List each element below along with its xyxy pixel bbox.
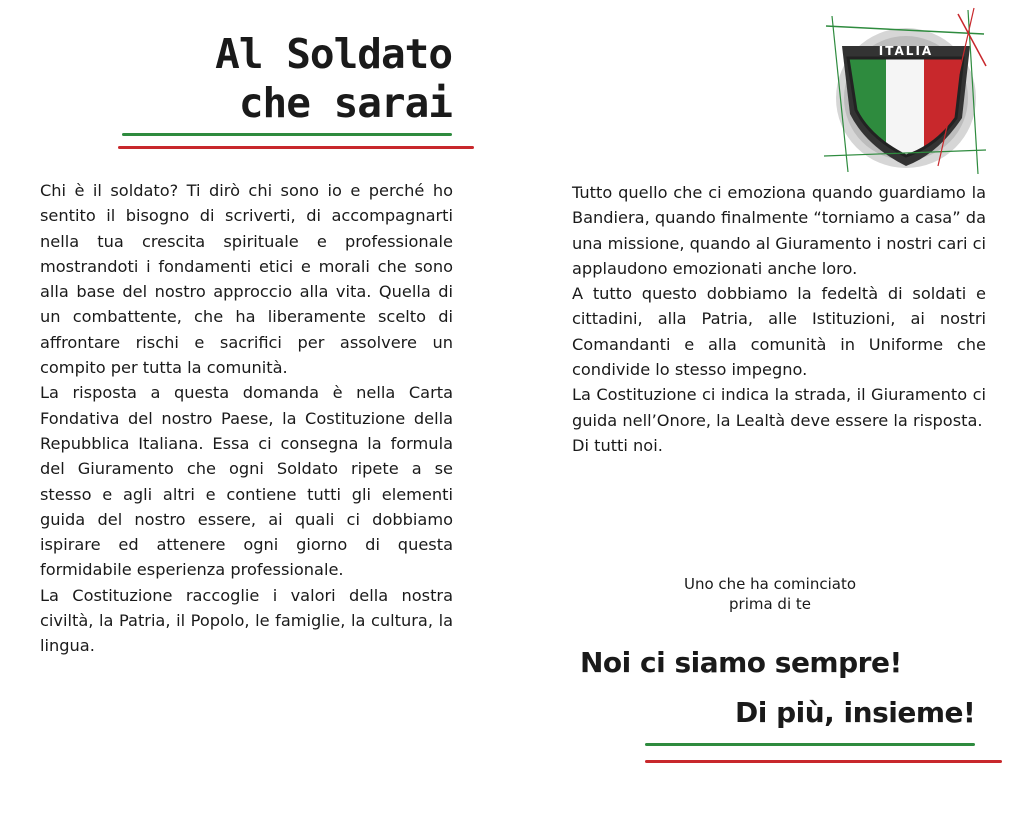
right-column: [572, 180, 986, 458]
motto-underline-red: [645, 760, 1002, 763]
title-underline-green: [122, 133, 452, 136]
title-line-2: che sarai: [238, 79, 452, 127]
italia-shield-icon: [818, 6, 990, 178]
signature-line-2: prima di te: [729, 595, 811, 613]
title-line-1: Al Soldato: [215, 30, 452, 78]
right-paragraph-1: Tutto quello che ci emoziona quando guardiamo la Bandiera, quando finalmente “torniamo a casa” da una missione, quando al Giuramento i nostri cari ci applaudono emozionati anche loro.: [572, 183, 986, 278]
motto-underline-green: [645, 743, 975, 746]
badge-text: ITALIA: [878, 44, 934, 58]
right-paragraph-4: Di tutti noi.: [572, 435, 663, 455]
title-underline-red: [118, 146, 474, 149]
left-paragraph-2: La risposta a questa domanda è nella Carta Fondativa del nostro Paese, la Costituzione della Repubblica Italiana. Essa ci consegna la formula del Giuramento che ogni Soldato ripete a se stesso e agli altri e contiene tutti gli elementi guida del nostro essere, ai quali ci dobbiamo ispirare ed attenere ogni giorno di questa formidabile esperienza professionale.: [40, 383, 453, 580]
page-title: [120, 30, 452, 128]
signature: [630, 574, 910, 614]
left-paragraph-1: Chi è il soldato? Ti dirò chi sono io e perché ho sentito il bisogno di scriverti, di accompagnarti nella tua crescita spirituale e professionale mostrandoti i fondamenti etici e morali che sono alla base del nostro approccio alla vita. Quella di un combattente, che ha liberamente scelto di affrontare rischi e sacrifici per assolvere un compito per tutta la comunità.: [40, 181, 453, 378]
signature-line-1: Uno che ha cominciato: [683, 575, 857, 593]
motto-line-2: Di più, insieme!: [735, 696, 976, 729]
left-column: [40, 178, 453, 659]
right-paragraph-3: La Costituzione ci indica la strada, il Giuramento ci guida nell’Onore, la Lealtà deve essere la risposta.: [572, 385, 986, 430]
motto-line-1: Noi ci siamo sempre!: [580, 646, 902, 679]
left-paragraph-3: La Costituzione raccoglie i valori della nostra civiltà, la Patria, il Popolo, le famiglie, la cultura, la lingua.: [40, 585, 453, 656]
right-paragraph-2: A tutto questo dobbiamo la fedeltà di soldati e cittadini, alla Patria, alle Istituzioni, ai nostri Comandanti e alla comunità in Uniforme che condivide lo stesso impegno.: [572, 284, 986, 380]
